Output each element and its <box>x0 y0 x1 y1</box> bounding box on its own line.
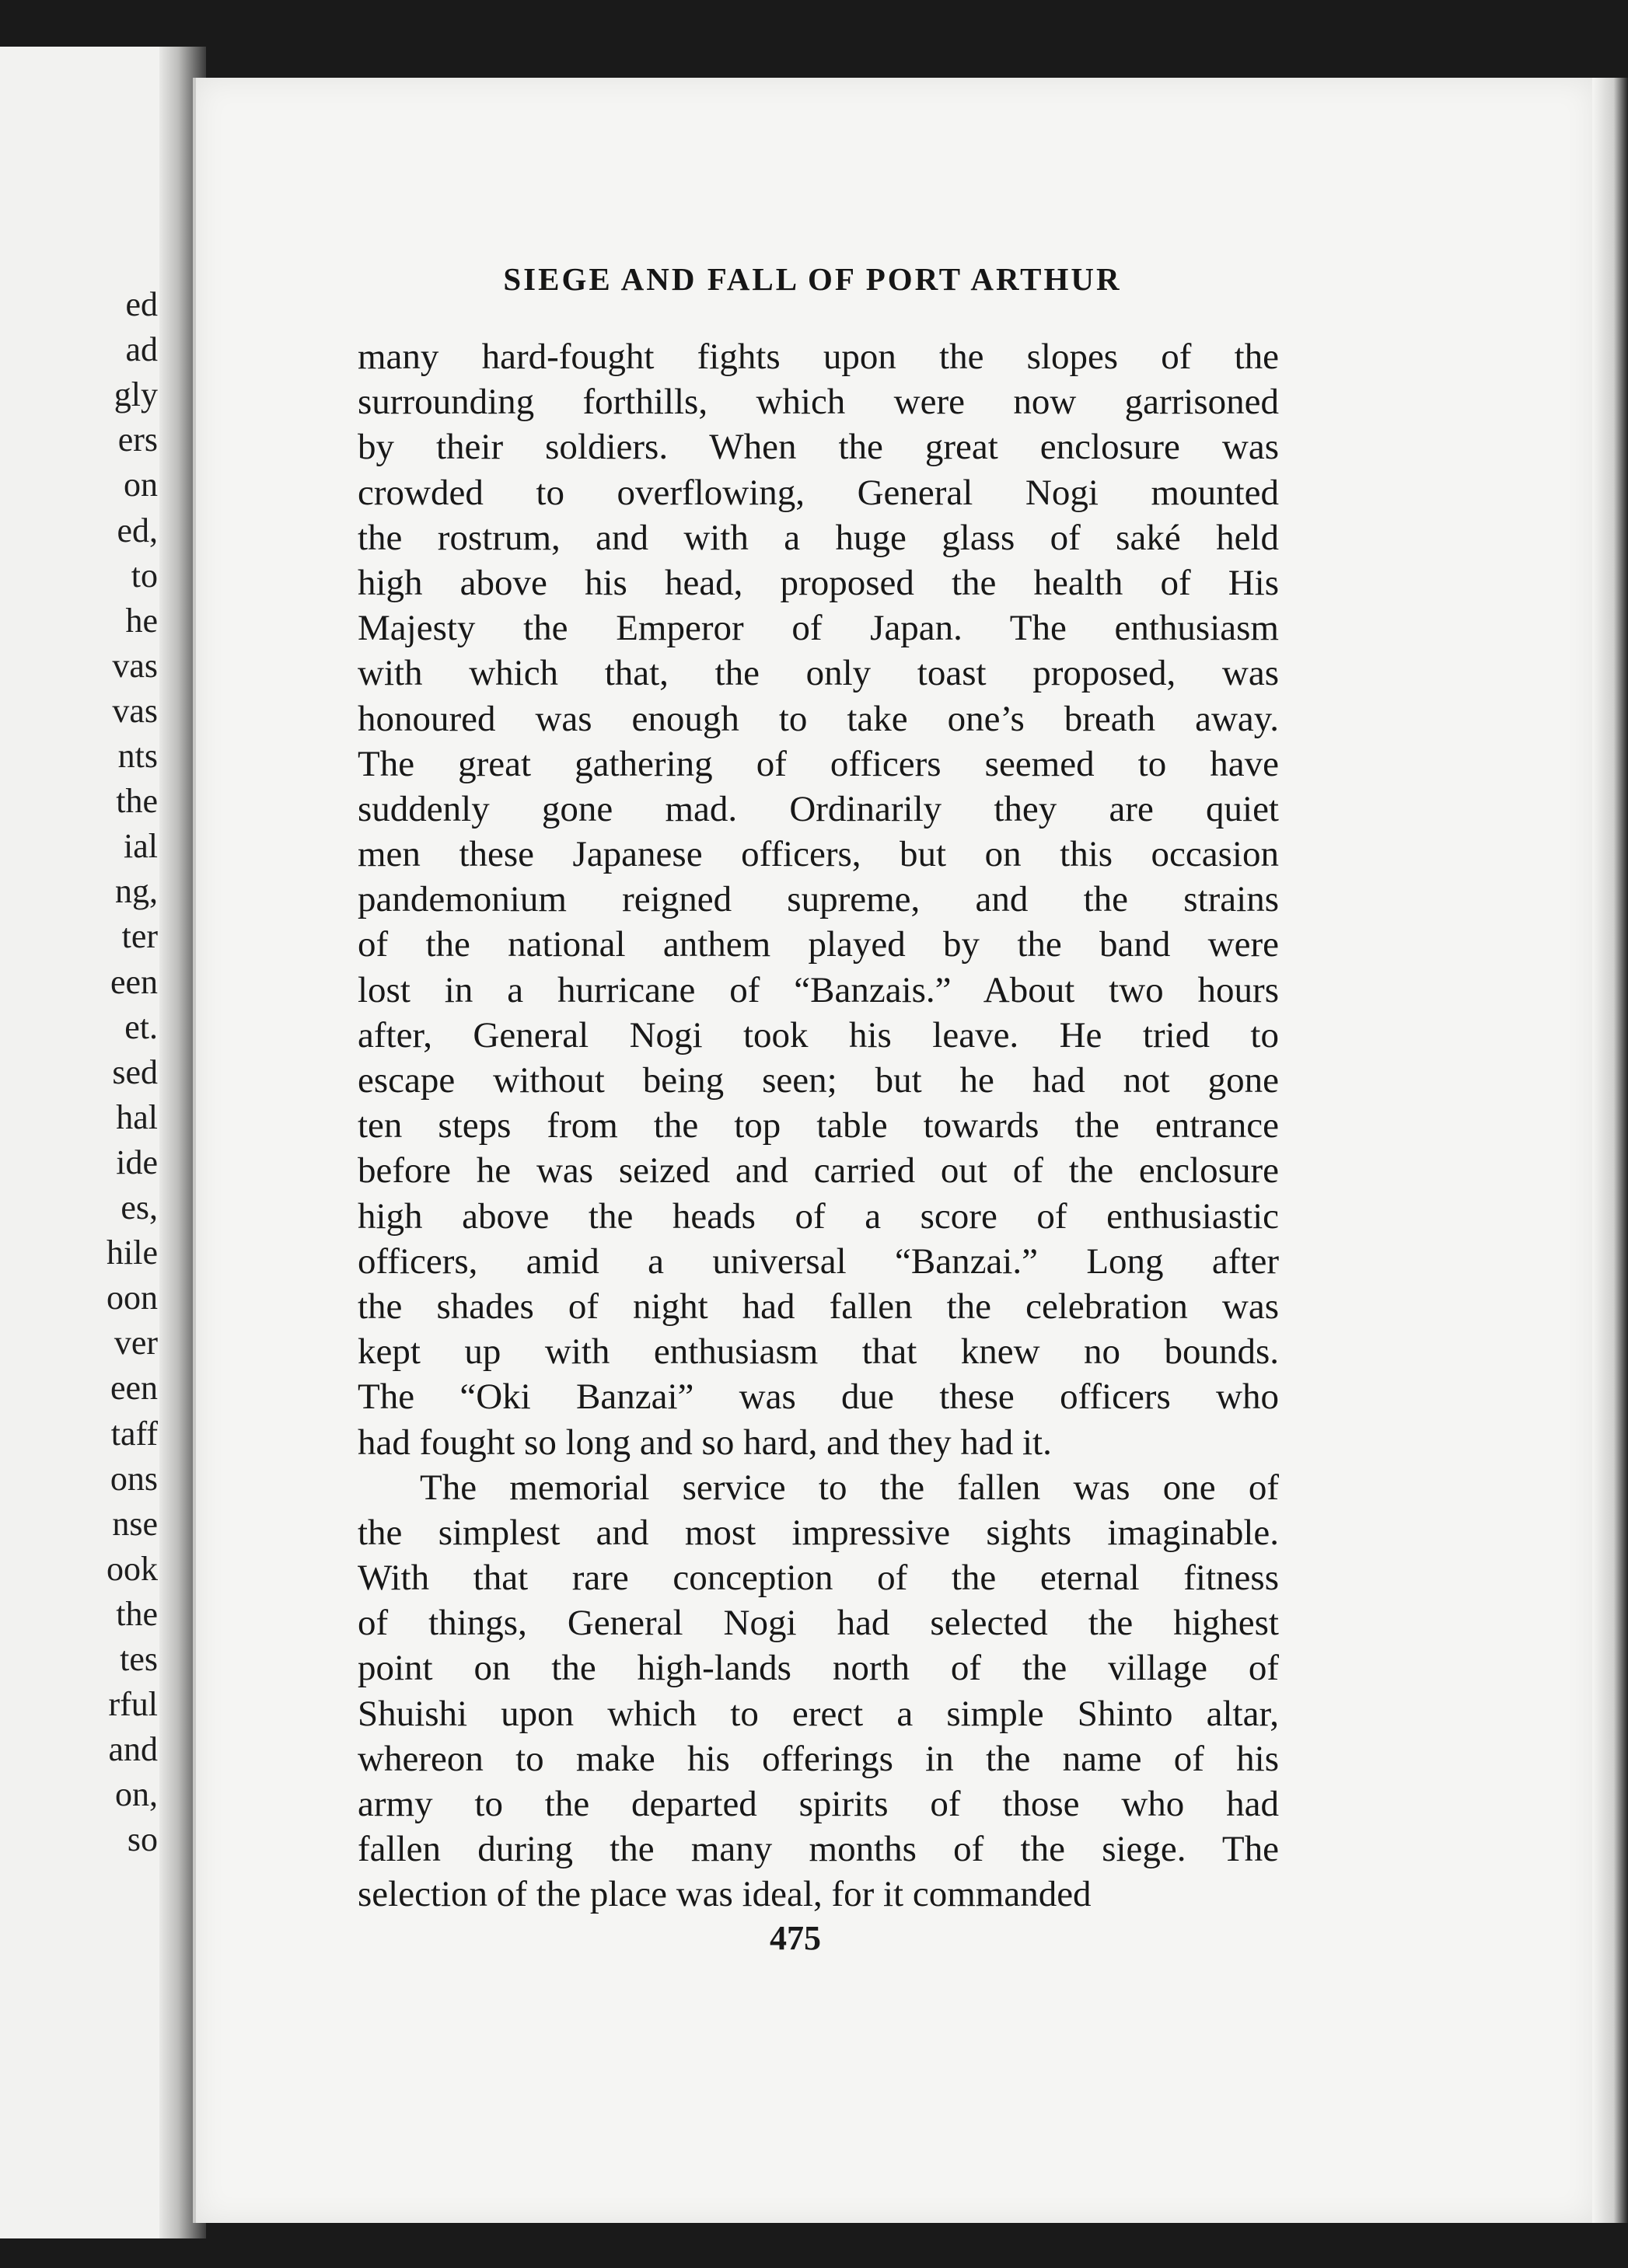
text-line: With that rare conception of the eternal fitness <box>358 1558 1279 1599</box>
page-number: 475 <box>770 1919 821 1957</box>
left-page-text-fragment: hile <box>107 1233 158 1272</box>
text-line: The “Oki Banzai” was due these officers who <box>358 1377 1279 1418</box>
left-page-text-fragment: ed, <box>117 511 158 550</box>
left-page-text-fragment: nts <box>117 737 158 775</box>
left-page-text-fragment: so <box>127 1820 158 1859</box>
text-line: before he was seized and carried out of the enclosure <box>358 1150 1279 1192</box>
left-page-text-fragment: ial <box>124 827 158 866</box>
left-page-text-fragment: oon <box>107 1279 158 1317</box>
text-line: had fought so long and so hard, and they had it. <box>358 1422 1052 1463</box>
text-line: fallen during the many months of the siege. The <box>358 1829 1279 1870</box>
text-line: ten steps from the top table towards the entrance <box>358 1105 1279 1146</box>
left-page-text-fragment: rful <box>108 1685 158 1724</box>
left-page-text-fragment: ad <box>125 330 158 369</box>
left-page-text-fragment: ver <box>114 1324 158 1363</box>
text-line: high above the heads of a score of enthusiastic <box>358 1195 1279 1237</box>
text-line: the shades of night had fallen the celebration was <box>358 1286 1279 1327</box>
left-page-text-fragment: ons <box>110 1459 158 1498</box>
text-line: many hard-fought fights upon the slopes of the <box>358 337 1279 377</box>
text-line: whereon to make his offerings in the name of his <box>358 1738 1279 1779</box>
left-page-text-fragment: the <box>116 782 158 821</box>
text-line: the rostrum, and with a huge glass of saké held <box>358 517 1279 558</box>
left-page-text-fragment: ng, <box>115 872 158 911</box>
body-text <box>358 334 1279 1917</box>
left-page-text-fragment: een <box>110 962 158 1001</box>
text-line: of the national anthem played by the band were <box>358 924 1279 965</box>
text-line: men these Japanese officers, but on this occasion <box>358 834 1279 875</box>
left-page-text-fragment: nse <box>112 1504 158 1543</box>
text-line: high above his head, proposed the health of His <box>358 562 1279 603</box>
text-line: army to the departed spirits of those who had <box>358 1784 1279 1824</box>
text-line: Majesty the Emperor of Japan. The enthusiasm <box>358 608 1279 649</box>
text-line: Shuishi upon which to erect a simple Shinto altar, <box>358 1693 1279 1734</box>
left-page-text-fragment: es, <box>121 1188 158 1226</box>
text-line: escape without being seen; but he had not gone <box>358 1060 1279 1101</box>
text-line: officers, amid a universal “Banzai.” Long after <box>358 1240 1279 1282</box>
running-title: SIEGE AND FALL OF PORT ARTHUR <box>503 261 1122 297</box>
text-line: of things, General Nogi had selected the highest <box>358 1603 1279 1644</box>
text-line: suddenly gone mad. Ordinarily they are quiet <box>358 788 1279 829</box>
left-page-text-fragment: vas <box>112 646 158 685</box>
left-page-text-fragment: ook <box>107 1549 158 1588</box>
left-page-text-fragment: he <box>125 601 158 640</box>
left-page-text-fragment: on <box>124 466 158 504</box>
text-line: the simplest and most impressive sights imaginable. <box>358 1512 1279 1553</box>
left-page-text-fragment: ed <box>125 285 158 323</box>
left-page-text-fragment: on, <box>115 1775 158 1814</box>
left-page-text-fragment: tes <box>120 1640 158 1678</box>
text-line: selection of the place was ideal, for it commanded <box>358 1874 1092 1915</box>
left-page-text-fragment: and <box>108 1730 158 1769</box>
text-line: kept up with enthusiasm that knew no bounds. <box>358 1331 1279 1373</box>
left-page-text-fragment: taff <box>110 1414 158 1453</box>
text-line: The memorial service to the fallen was one of <box>420 1467 1279 1508</box>
left-page-text-fragment: ers <box>117 420 158 459</box>
left-page-text-fragment: sed <box>112 1052 158 1091</box>
page-edge <box>1592 78 1628 2223</box>
left-page-text-fragment: een <box>110 1369 158 1408</box>
left-page-text-fragment: the <box>116 1594 158 1633</box>
text-line: The great gathering of officers seemed to have <box>358 743 1279 784</box>
text-line: crowded to overflowing, General Nogi mounted <box>358 472 1279 513</box>
text-line: surrounding forthills, which were now garrisoned <box>358 382 1279 423</box>
left-page-text-fragment: hal <box>116 1097 158 1136</box>
left-page-text-fragment: ter <box>121 917 158 956</box>
text-line: with which that, the only toast proposed, was <box>358 653 1279 694</box>
left-page-text-fragment: et. <box>124 1007 158 1046</box>
left-page-text-fragment: gly <box>114 375 158 414</box>
left-page-text-fragment: vas <box>112 691 158 730</box>
text-line: lost in a hurricane of “Banzais.” About two hours <box>358 969 1279 1010</box>
left-page-text-fragment: to <box>131 556 158 595</box>
left-page-text-fragment: ide <box>116 1143 158 1181</box>
left-page-fragment <box>0 47 183 2238</box>
text-line: pandemonium reigned supreme, and the strains <box>358 879 1279 920</box>
text-line: by their soldiers. When the great enclosure was <box>358 427 1279 468</box>
text-line: after, General Nogi took his leave. He tried to <box>358 1014 1279 1055</box>
text-line: honoured was enough to take one’s breath away. <box>358 698 1279 739</box>
text-line: point on the high-lands north of the village of <box>358 1648 1279 1689</box>
